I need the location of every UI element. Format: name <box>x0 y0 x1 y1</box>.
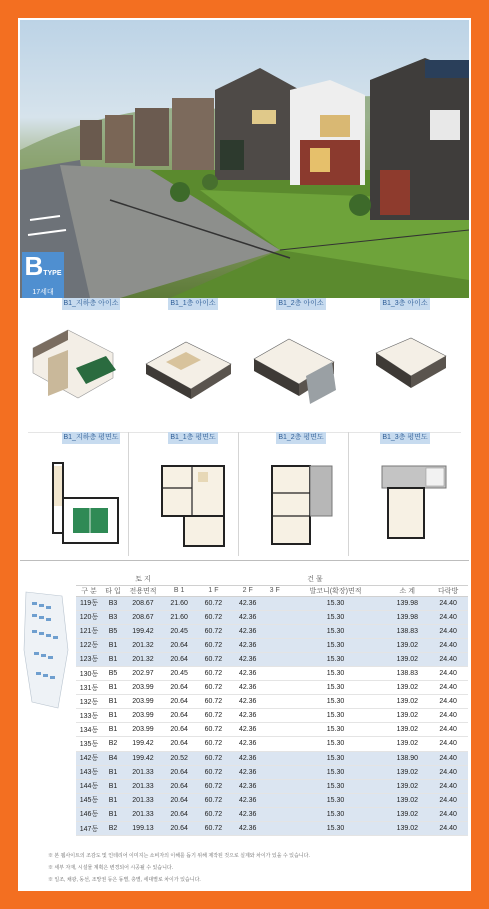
column-header: 1 F <box>196 585 230 596</box>
table-cell <box>265 779 285 793</box>
table-cell: 20.64 <box>162 723 196 737</box>
table-cell: 203.99 <box>124 681 162 695</box>
column-header: 소 계 <box>386 585 428 596</box>
table-cell: B1 <box>102 638 124 652</box>
table-cell: B1 <box>102 709 124 723</box>
table-cell: 42.36 <box>231 793 265 807</box>
plan-label-1f: B1_1층 평면도 <box>168 432 218 444</box>
table-cell <box>265 638 285 652</box>
table-cell: 15.30 <box>285 709 387 723</box>
unit-count: 17세대 <box>32 289 54 296</box>
floor-plan-basement <box>48 458 128 553</box>
table-cell: 139.02 <box>386 793 428 807</box>
column-header: 2 F <box>231 585 265 596</box>
table-cell: 42.36 <box>231 666 265 680</box>
table-cell: B5 <box>102 624 124 638</box>
table-cell: 24.40 <box>428 596 468 610</box>
table-row <box>76 652 468 666</box>
table-cell: 122동 <box>76 638 102 652</box>
table-cell: 20.64 <box>162 779 196 793</box>
table-cell <box>265 751 285 765</box>
table-row <box>76 666 468 680</box>
table-row <box>76 779 468 793</box>
table-cell: 201.32 <box>124 652 162 666</box>
plan-divider <box>128 432 129 556</box>
table-cell: 15.30 <box>285 751 387 765</box>
table-cell: 130동 <box>76 666 102 680</box>
table-row <box>76 709 468 723</box>
table-cell: B3 <box>102 610 124 624</box>
table-row <box>76 807 468 821</box>
table-cell: 142동 <box>76 751 102 765</box>
table-cell: B1 <box>102 793 124 807</box>
table-cell: 120동 <box>76 610 102 624</box>
table-cell: 139.02 <box>386 737 428 751</box>
footnote: ※ 세부 자재, 시설물 계획은 변경되어 시공될 수 있습니다. <box>48 865 174 871</box>
table-row <box>76 610 468 624</box>
column-header: 발코니(확장)면적 <box>285 585 387 596</box>
table-cell: 24.40 <box>428 610 468 624</box>
table-row <box>76 793 468 807</box>
table-cell: 60.72 <box>196 610 230 624</box>
table-row <box>76 822 468 836</box>
table-cell: 199.13 <box>124 822 162 836</box>
iso-drawing-3f <box>356 328 456 408</box>
table-row <box>76 596 468 610</box>
table-cell: 21.60 <box>162 610 196 624</box>
table-cell <box>265 652 285 666</box>
table-cell: 60.72 <box>196 779 230 793</box>
table-cell: B1 <box>102 723 124 737</box>
table-cell: 60.72 <box>196 638 230 652</box>
table-cell: 139.02 <box>386 779 428 793</box>
table-cell: 202.97 <box>124 666 162 680</box>
table-row <box>76 737 468 751</box>
table-cell: 24.40 <box>428 624 468 638</box>
table-cell: 199.42 <box>124 751 162 765</box>
plan-divider <box>348 432 349 556</box>
table-cell: 139.98 <box>386 596 428 610</box>
table-cell: 24.40 <box>428 695 468 709</box>
table-cell: B2 <box>102 737 124 751</box>
table-cell: 201.33 <box>124 793 162 807</box>
table-cell: 132동 <box>76 695 102 709</box>
table-body <box>76 596 468 836</box>
table-cell <box>265 681 285 695</box>
table-cell: B4 <box>102 751 124 765</box>
floor-plan-3f <box>374 458 454 553</box>
table-cell: 20.64 <box>162 765 196 779</box>
iso-label-2f: B1_2층 아이소 <box>276 298 326 310</box>
table-cell <box>265 666 285 680</box>
table-cell <box>265 723 285 737</box>
table-cell: 20.64 <box>162 737 196 751</box>
table-cell: 60.72 <box>196 709 230 723</box>
table-cell: 138.83 <box>386 666 428 680</box>
iso-label-3f: B1_3층 아이소 <box>380 298 430 310</box>
table-cell: 60.72 <box>196 624 230 638</box>
table-cell: 20.64 <box>162 822 196 836</box>
table-cell: 15.30 <box>285 695 387 709</box>
table-cell: 139.02 <box>386 652 428 666</box>
site-plan-thumbnail <box>22 590 74 710</box>
table-cell: 20.52 <box>162 751 196 765</box>
table-cell: 42.36 <box>231 723 265 737</box>
table-row <box>76 681 468 695</box>
table-cell: 143동 <box>76 765 102 779</box>
table-cell: B1 <box>102 652 124 666</box>
table-cell: 24.40 <box>428 793 468 807</box>
table-cell: 135동 <box>76 737 102 751</box>
table-cell: 42.36 <box>231 709 265 723</box>
table-cell: 139.02 <box>386 638 428 652</box>
table-row <box>76 638 468 652</box>
plan-divider <box>238 432 239 556</box>
table-cell: B1 <box>102 765 124 779</box>
table-cell: 139.02 <box>386 695 428 709</box>
type-word: TYPE <box>43 270 62 277</box>
table-cell: 15.30 <box>285 666 387 680</box>
table-cell: 42.36 <box>231 751 265 765</box>
table-cell: 60.72 <box>196 652 230 666</box>
table-cell: B1 <box>102 807 124 821</box>
table-cell: 24.40 <box>428 822 468 836</box>
table-cell <box>265 793 285 807</box>
table-cell: B1 <box>102 779 124 793</box>
table-cell: 123동 <box>76 652 102 666</box>
table-cell: 144동 <box>76 779 102 793</box>
table-cell: 201.32 <box>124 638 162 652</box>
table-cell: 201.33 <box>124 765 162 779</box>
building-group-header: 건 물 <box>162 574 468 585</box>
table-cell: 60.72 <box>196 737 230 751</box>
table-cell: 60.72 <box>196 596 230 610</box>
table-cell: 15.30 <box>285 779 387 793</box>
table-cell: 24.40 <box>428 723 468 737</box>
table-cell: 42.36 <box>231 779 265 793</box>
table-cell: 203.99 <box>124 695 162 709</box>
table-cell: 60.72 <box>196 695 230 709</box>
plan-label-2f: B1_2층 평면도 <box>276 432 326 444</box>
column-header: 다락방 <box>428 585 468 596</box>
table-cell <box>265 624 285 638</box>
table-cell: 15.30 <box>285 610 387 624</box>
table-cell: 201.33 <box>124 807 162 821</box>
table-cell: 15.30 <box>285 723 387 737</box>
table-cell <box>265 610 285 624</box>
table-cell <box>265 822 285 836</box>
table-cell <box>265 765 285 779</box>
table-cell: 42.36 <box>231 610 265 624</box>
table-cell: 145동 <box>76 793 102 807</box>
column-header: 전용면적 <box>124 585 162 596</box>
type-badge <box>22 252 64 298</box>
table-cell: 119동 <box>76 596 102 610</box>
table-row <box>76 695 468 709</box>
table-cell: 42.36 <box>231 681 265 695</box>
table-cell <box>265 737 285 751</box>
plan-label-3f: B1_3층 평면도 <box>380 432 430 444</box>
table-row <box>76 751 468 765</box>
iso-label-b1: B1_지하층 아이소 <box>62 298 120 310</box>
table-cell: 24.40 <box>428 737 468 751</box>
column-header: 타 입 <box>102 585 124 596</box>
table-cell: 42.36 <box>231 765 265 779</box>
table-cell: 24.40 <box>428 751 468 765</box>
table-cell: 24.40 <box>428 652 468 666</box>
table-cell: 139.02 <box>386 765 428 779</box>
table-cell: 208.67 <box>124 610 162 624</box>
table-cell: 201.33 <box>124 779 162 793</box>
table-cell: 15.30 <box>285 638 387 652</box>
table-cell: 15.30 <box>285 737 387 751</box>
brochure-sheet <box>18 18 471 891</box>
column-header: 3 F <box>265 585 285 596</box>
table-cell <box>265 596 285 610</box>
table-cell: 203.99 <box>124 709 162 723</box>
table-cell: 20.64 <box>162 695 196 709</box>
table-cell: 139.02 <box>386 807 428 821</box>
iso-drawing-2f <box>244 324 344 414</box>
table-cell: 146동 <box>76 807 102 821</box>
table-top-divider <box>20 560 469 561</box>
table-cell <box>265 709 285 723</box>
table-cell: 208.67 <box>124 596 162 610</box>
hero-rendering-image <box>20 20 469 298</box>
table-cell: 42.36 <box>231 822 265 836</box>
table-cell: 15.30 <box>285 793 387 807</box>
table-cell: 15.30 <box>285 807 387 821</box>
table-cell: B3 <box>102 596 124 610</box>
unit-area-table <box>76 574 468 836</box>
iso-drawing-basement <box>28 318 128 418</box>
table-cell: 60.72 <box>196 765 230 779</box>
table-cell: 42.36 <box>231 596 265 610</box>
floor-plan-2f <box>264 458 344 553</box>
table-cell: 20.45 <box>162 624 196 638</box>
table-cell: 24.40 <box>428 807 468 821</box>
footnote: ※ 일조, 채광, 동선, 조망권 등은 동별, 층별, 세대별로 차이가 있습니다. <box>48 877 201 883</box>
table-cell: 24.40 <box>428 709 468 723</box>
table-cell: 15.30 <box>285 652 387 666</box>
table-cell: 199.42 <box>124 737 162 751</box>
table-cell <box>265 695 285 709</box>
table-cell: 42.36 <box>231 695 265 709</box>
table-cell: 139.98 <box>386 610 428 624</box>
table-cell: 15.30 <box>285 624 387 638</box>
table-cell: 20.64 <box>162 652 196 666</box>
table-cell: B2 <box>102 822 124 836</box>
table-cell: 60.72 <box>196 681 230 695</box>
table-cell: 139.02 <box>386 822 428 836</box>
table-cell: 121동 <box>76 624 102 638</box>
table-cell: 133동 <box>76 709 102 723</box>
table-cell: 20.64 <box>162 793 196 807</box>
table-cell: 139.02 <box>386 709 428 723</box>
table-cell: 42.36 <box>231 737 265 751</box>
iso-label-1f: B1_1층 아이소 <box>168 298 218 310</box>
table-cell: 134동 <box>76 723 102 737</box>
table-cell: 21.60 <box>162 596 196 610</box>
table-cell: 20.64 <box>162 709 196 723</box>
table-cell: 42.36 <box>231 807 265 821</box>
table-cell: 60.72 <box>196 666 230 680</box>
floor-plan-1f <box>154 458 234 553</box>
table-cell: 15.30 <box>285 822 387 836</box>
table-cell: 42.36 <box>231 624 265 638</box>
table-cell: 15.30 <box>285 681 387 695</box>
table-cell: 20.45 <box>162 666 196 680</box>
table-cell: 20.64 <box>162 681 196 695</box>
table-cell: 60.72 <box>196 807 230 821</box>
footnote: ※ 본 웹사이트의 조감도 및 인테리어 이미지는 소비자의 이해를 돕기 위해 제작된 것으로 실제와 차이가 있을 수 있습니다. <box>48 853 310 859</box>
table-cell: 42.36 <box>231 652 265 666</box>
table-row <box>76 624 468 638</box>
table-cell: B1 <box>102 695 124 709</box>
footnotes <box>48 850 310 886</box>
table-cell <box>265 807 285 821</box>
type-letter: B <box>24 251 44 281</box>
table-cell: 199.42 <box>124 624 162 638</box>
iso-drawing-1f <box>136 324 236 414</box>
table-cell: 60.72 <box>196 751 230 765</box>
table-cell: 24.40 <box>428 638 468 652</box>
table-cell: 24.40 <box>428 765 468 779</box>
table-row <box>76 723 468 737</box>
table-cell: 42.36 <box>231 638 265 652</box>
table-cell: 15.30 <box>285 596 387 610</box>
table-cell: 203.99 <box>124 723 162 737</box>
table-cell: 147동 <box>76 822 102 836</box>
plan-label-b1: B1_지하층 평면도 <box>62 432 120 444</box>
column-header: 구 분 <box>76 585 102 596</box>
table-cell: 60.72 <box>196 822 230 836</box>
column-header: B 1 <box>162 585 196 596</box>
table-cell: 139.02 <box>386 681 428 695</box>
table-cell: 15.30 <box>285 765 387 779</box>
table-cell: 20.64 <box>162 807 196 821</box>
table-cell: 24.40 <box>428 779 468 793</box>
table-row <box>76 765 468 779</box>
table-cell: 138.83 <box>386 624 428 638</box>
table-cell: B5 <box>102 666 124 680</box>
table-cell: 20.64 <box>162 638 196 652</box>
table-cell: B1 <box>102 681 124 695</box>
column-header-row <box>76 585 468 596</box>
townhouse-illustration <box>20 20 469 298</box>
table-cell: 24.40 <box>428 666 468 680</box>
table-cell: 131동 <box>76 681 102 695</box>
table-cell: 138.90 <box>386 751 428 765</box>
table-cell: 60.72 <box>196 723 230 737</box>
table-cell: 24.40 <box>428 681 468 695</box>
land-group-header: 토 지 <box>124 574 162 585</box>
table-cell: 60.72 <box>196 793 230 807</box>
table-cell: 139.02 <box>386 723 428 737</box>
